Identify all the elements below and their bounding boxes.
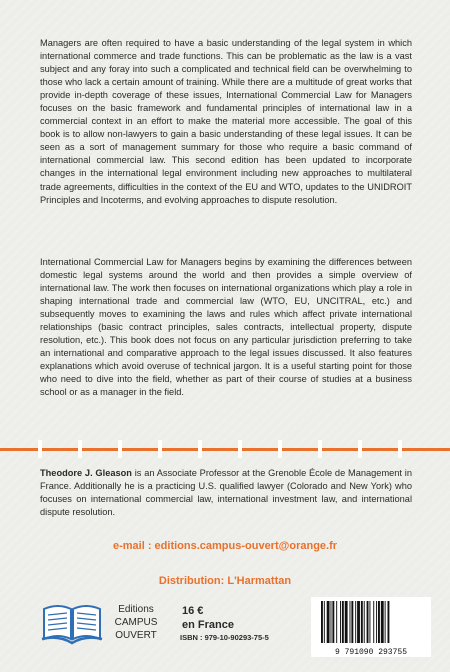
email-line: [0, 540, 450, 552]
open-book-logo-icon: [40, 599, 104, 645]
barcode-graphic: [311, 597, 431, 657]
isbn-barcode: [311, 597, 431, 657]
email-label: e-mail :: [112, 540, 155, 552]
orange-divider: [0, 440, 450, 458]
description-paragraph-1: Managers are often required to have a basic understanding of the legal system in which international commerce and trade functions. This can be problematic as the law is a vast subject and any foray into such a complicated and technical field can be overwhelming to those who lack a certain amount of training. While there are a multitude of great works that provide in-depth coverage of these issues, International Commercial Law for Managers focuses on the basic framework and fundamental principles of international law in a commercial context in an effort to make the material more accessible. The goal of this book is to allow non-lawyers to gain a basic understanding of these legal issues. It can be seen as a sort of management summary for those who require a basic command of international commercial law. This second edition has been updated to incorporate changes in the international legal environment including new approaches to multilateral trade agreements, difficulties in the context of the EU and WTO, updates to the UNIDROIT Principles and Incoterms, and evolving approaches to dispute resolution.: [40, 38, 412, 205]
author-bio: [40, 467, 412, 519]
publisher-line-3: OUVERT: [115, 630, 157, 641]
price-amount: 16 €: [182, 605, 204, 617]
distribution-label: Distribution:: [158, 575, 228, 587]
publisher-line-2: CAMPUS: [114, 617, 158, 628]
email-address[interactable]: editions.campus-ouvert@orange.fr: [154, 540, 338, 552]
price-region: en France: [182, 619, 234, 631]
distributor-name: L'Harmattan: [227, 575, 292, 587]
price-block: [182, 604, 234, 632]
author-name: Theodore J. Gleason: [40, 468, 132, 478]
distribution-line: [0, 575, 450, 587]
divider-ticks: [0, 440, 450, 458]
barcode-digits: 9 791090 293755: [334, 648, 408, 657]
publisher-line-1: Editions: [118, 604, 154, 615]
description-paragraph-2: International Commercial Law for Managers begins by examining the differences between domestic legal systems around the world and then provides a simple overview of international law. The work then focuses on international organizations which play a role in shaping international trade and commercial law (WTO, EU, UNCITRAL, etc.) and subsequently moves to examining the laws and rules which affect private international relationships (basic contract principles, sales contracts, intellectual property, dispute resolution, etc.). This book does not focus on any particular jurisdiction preferring to take an international and comparative approach to the legal issues discussed. It also features explanations which avoid overuse of technical jargon. It is a useful starting point for those who need to dive into the field, whether as part of their course of studies at a business school or as a manager in the field.: [40, 257, 412, 398]
author-bio-text: is an Associate Professor at the Grenoble École de Management in France. Additionally he is a practicing U.S. qualified lawyer (Colorado and New York) who focuses on international commercial law, international investment law, and international dispute resolution.: [40, 468, 412, 518]
publisher-name: [108, 603, 164, 642]
isbn-text: ISBN : 979-10-90293-75-5: [180, 633, 269, 642]
